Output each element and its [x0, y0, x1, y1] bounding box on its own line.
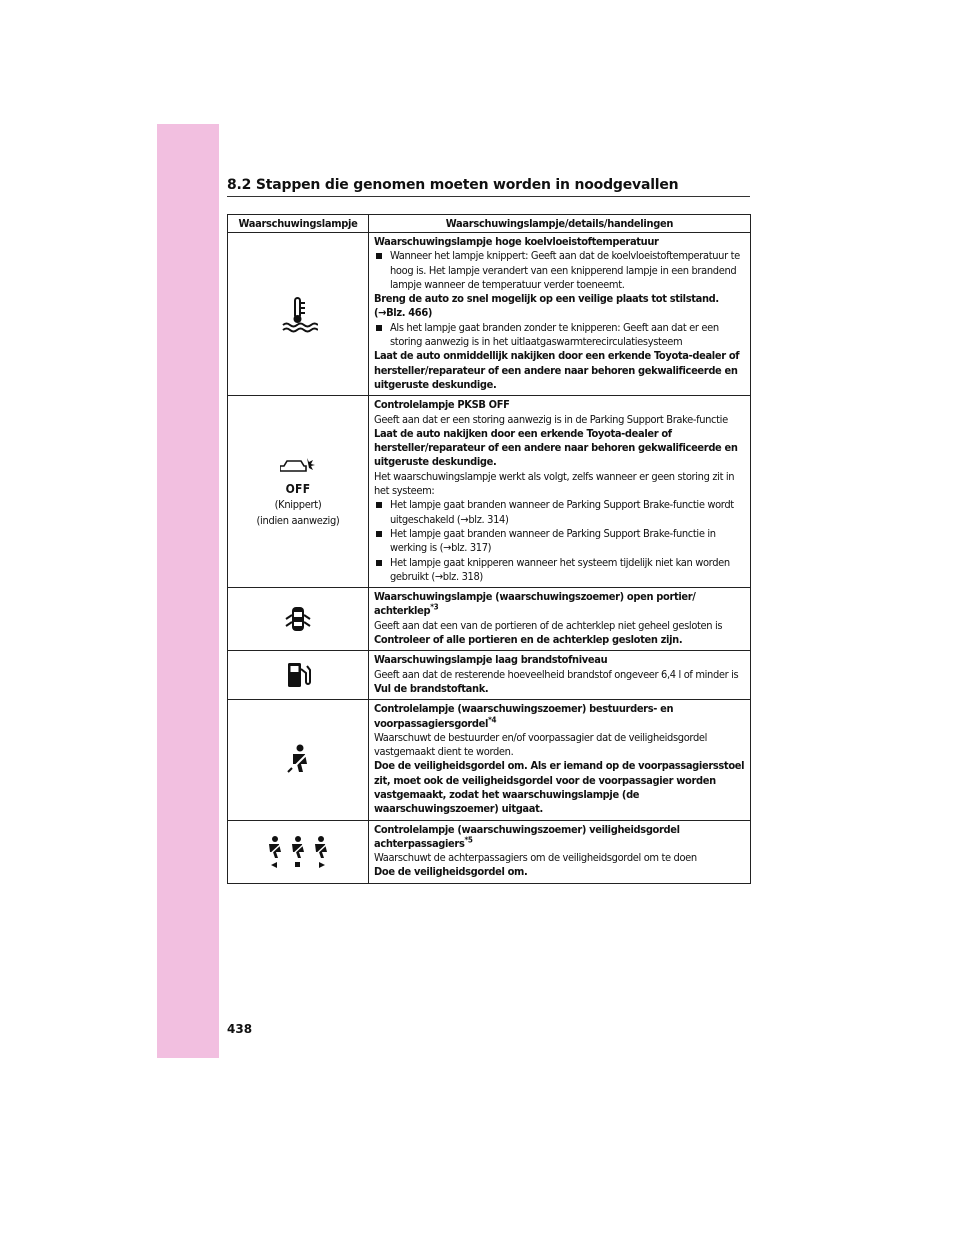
icon-cell [228, 396, 369, 588]
details-cell [369, 233, 751, 396]
description-text: Geeft aan dat de resterende hoeveelheid brandstof ongeveer 6,4 l of minder is [374, 667, 739, 681]
bullet-text: Het lampje gaat branden wanneer de Parking Support Brake-functie in werking is (→blz. 317) [374, 527, 746, 556]
details-cell [369, 700, 751, 820]
icon-note: (indien aanwezig) [256, 513, 340, 527]
description-text: Waarschuwt de achterpassagiers om de veiligheidsgordel om te doen [374, 851, 697, 865]
bullet-text: Wanneer het lampje knippert: Geeft aan dat de koelvloeistoftemperatuur te hoog is. Het lampje verandert van een knipperend lampje in een brandend lampje wanneer de temperatuur verder toeneemt. [374, 249, 746, 292]
action-text: Laat de auto nakijken door een erkende Toyota-dealer of hersteller/reparateur of een andere naar behoren gekwalificeerde en uitgeruste deskundige. [374, 426, 738, 469]
pksb-off-icon [280, 456, 316, 482]
icon-cell [228, 233, 369, 396]
light-title: Waarschuwingslampje hoge koelvloeistoftemperatuur [374, 235, 659, 248]
fuel-pump-icon [284, 660, 312, 690]
light-title: Controlelampje (waarschuwingszoemer) veiligheidsgordel achterpassagiers$^{*5}$ [374, 822, 680, 850]
table-row [228, 233, 751, 396]
column-header-details: Waarschuwingslampje/details/handelingen [369, 215, 751, 233]
bullet-text: Het lampje gaat knipperen wanneer het systeem tijdelijk niet kan worden gebruikt (→blz. 318) [374, 556, 746, 585]
light-title: Waarschuwingslampje (waarschuwingszoemer) open portier/ achterklep$^{*3}$ [374, 590, 696, 618]
icon-note: (Knippert) [274, 497, 322, 511]
description-text: Geeft aan dat er een storing aanwezig is in de Parking Support Brake-functie [374, 412, 728, 426]
action-text: Controleer of alle portieren en de achterklep gesloten zijn. [374, 633, 683, 647]
action-text: Doe de veiligheidsgordel om. Als er iemand op de voorpassagiersstoel zit, moet ook de veiligheidsgordel voor de voorpassagier worden vastgemaakt, zodat het waarschuwingslampje (de waarschuwingszoemer) uitgaat. [374, 759, 745, 816]
description-text: Geeft aan dat een van de portieren of de achterklep niet geheel gesloten is [374, 618, 723, 632]
table-row [228, 651, 751, 700]
action-text: Laat de auto onmiddellijk nakijken door een erkende Toyota-dealer of hersteller/reparateur of een andere naar behoren gekwalificeerde en uitgeruste deskundige. [374, 349, 740, 391]
light-title: Controlelampje PKSB OFF [374, 398, 510, 412]
action-text: Doe de veiligheidsgordel om. [374, 865, 528, 879]
table-row [228, 700, 751, 820]
icon-cell [228, 588, 369, 651]
warning-lights-table [227, 214, 751, 884]
rear-seatbelt-icon [263, 835, 333, 869]
details-cell [369, 820, 751, 883]
light-title: Controlelampje (waarschuwingszoemer) bestuurders- en voorpassagiersgordel$^{*4}$ [374, 702, 674, 730]
side-tab-band [157, 124, 219, 1058]
bullet-text: Het lampje gaat branden wanneer de Parking Support Brake-functie wordt uitgeschakeld (→blz. 314) [374, 498, 746, 527]
page-number: 438 [227, 1022, 253, 1036]
table-row [228, 588, 751, 651]
description-text: Het waarschuwingslampje werkt als volgt, zelfs wanneer er geen storing zit in het systeem: [374, 469, 735, 498]
bullet-text: Als het lampje gaat branden zonder te knipperen: Geeft aan dat er een storing aanwezig is in het uitlaatgaswarmterecirculatiesysteem [374, 321, 746, 350]
details-cell [369, 588, 751, 651]
column-header-light: Waarschuwingslampje [228, 215, 369, 233]
off-label: OFF [285, 481, 311, 496]
details-cell [369, 651, 751, 700]
icon-cell [228, 820, 369, 883]
description-text: Waarschuwt de bestuurder en/of voorpassagier dat de veiligheidsgordel vastgemaakt dient te worden. [374, 730, 708, 759]
light-title: Waarschuwingslampje laag brandstofniveau [374, 653, 608, 667]
table-row [228, 396, 751, 588]
icon-cell [228, 700, 369, 820]
table-header-row [228, 215, 751, 233]
open-door-icon [283, 604, 313, 634]
action-text: Vul de brandstoftank. [374, 681, 489, 695]
icon-cell [228, 651, 369, 700]
details-cell [369, 396, 751, 588]
seatbelt-icon [283, 743, 313, 777]
action-text: Breng de auto zo snel mogelijk op een veilige plaats tot stilstand. (→Blz. 466) [374, 292, 719, 320]
table-row [228, 820, 751, 883]
section-title: 8.2 Stappen die genomen moeten worden in noodgevallen [227, 177, 750, 197]
coolant-temperature-icon [278, 294, 318, 334]
